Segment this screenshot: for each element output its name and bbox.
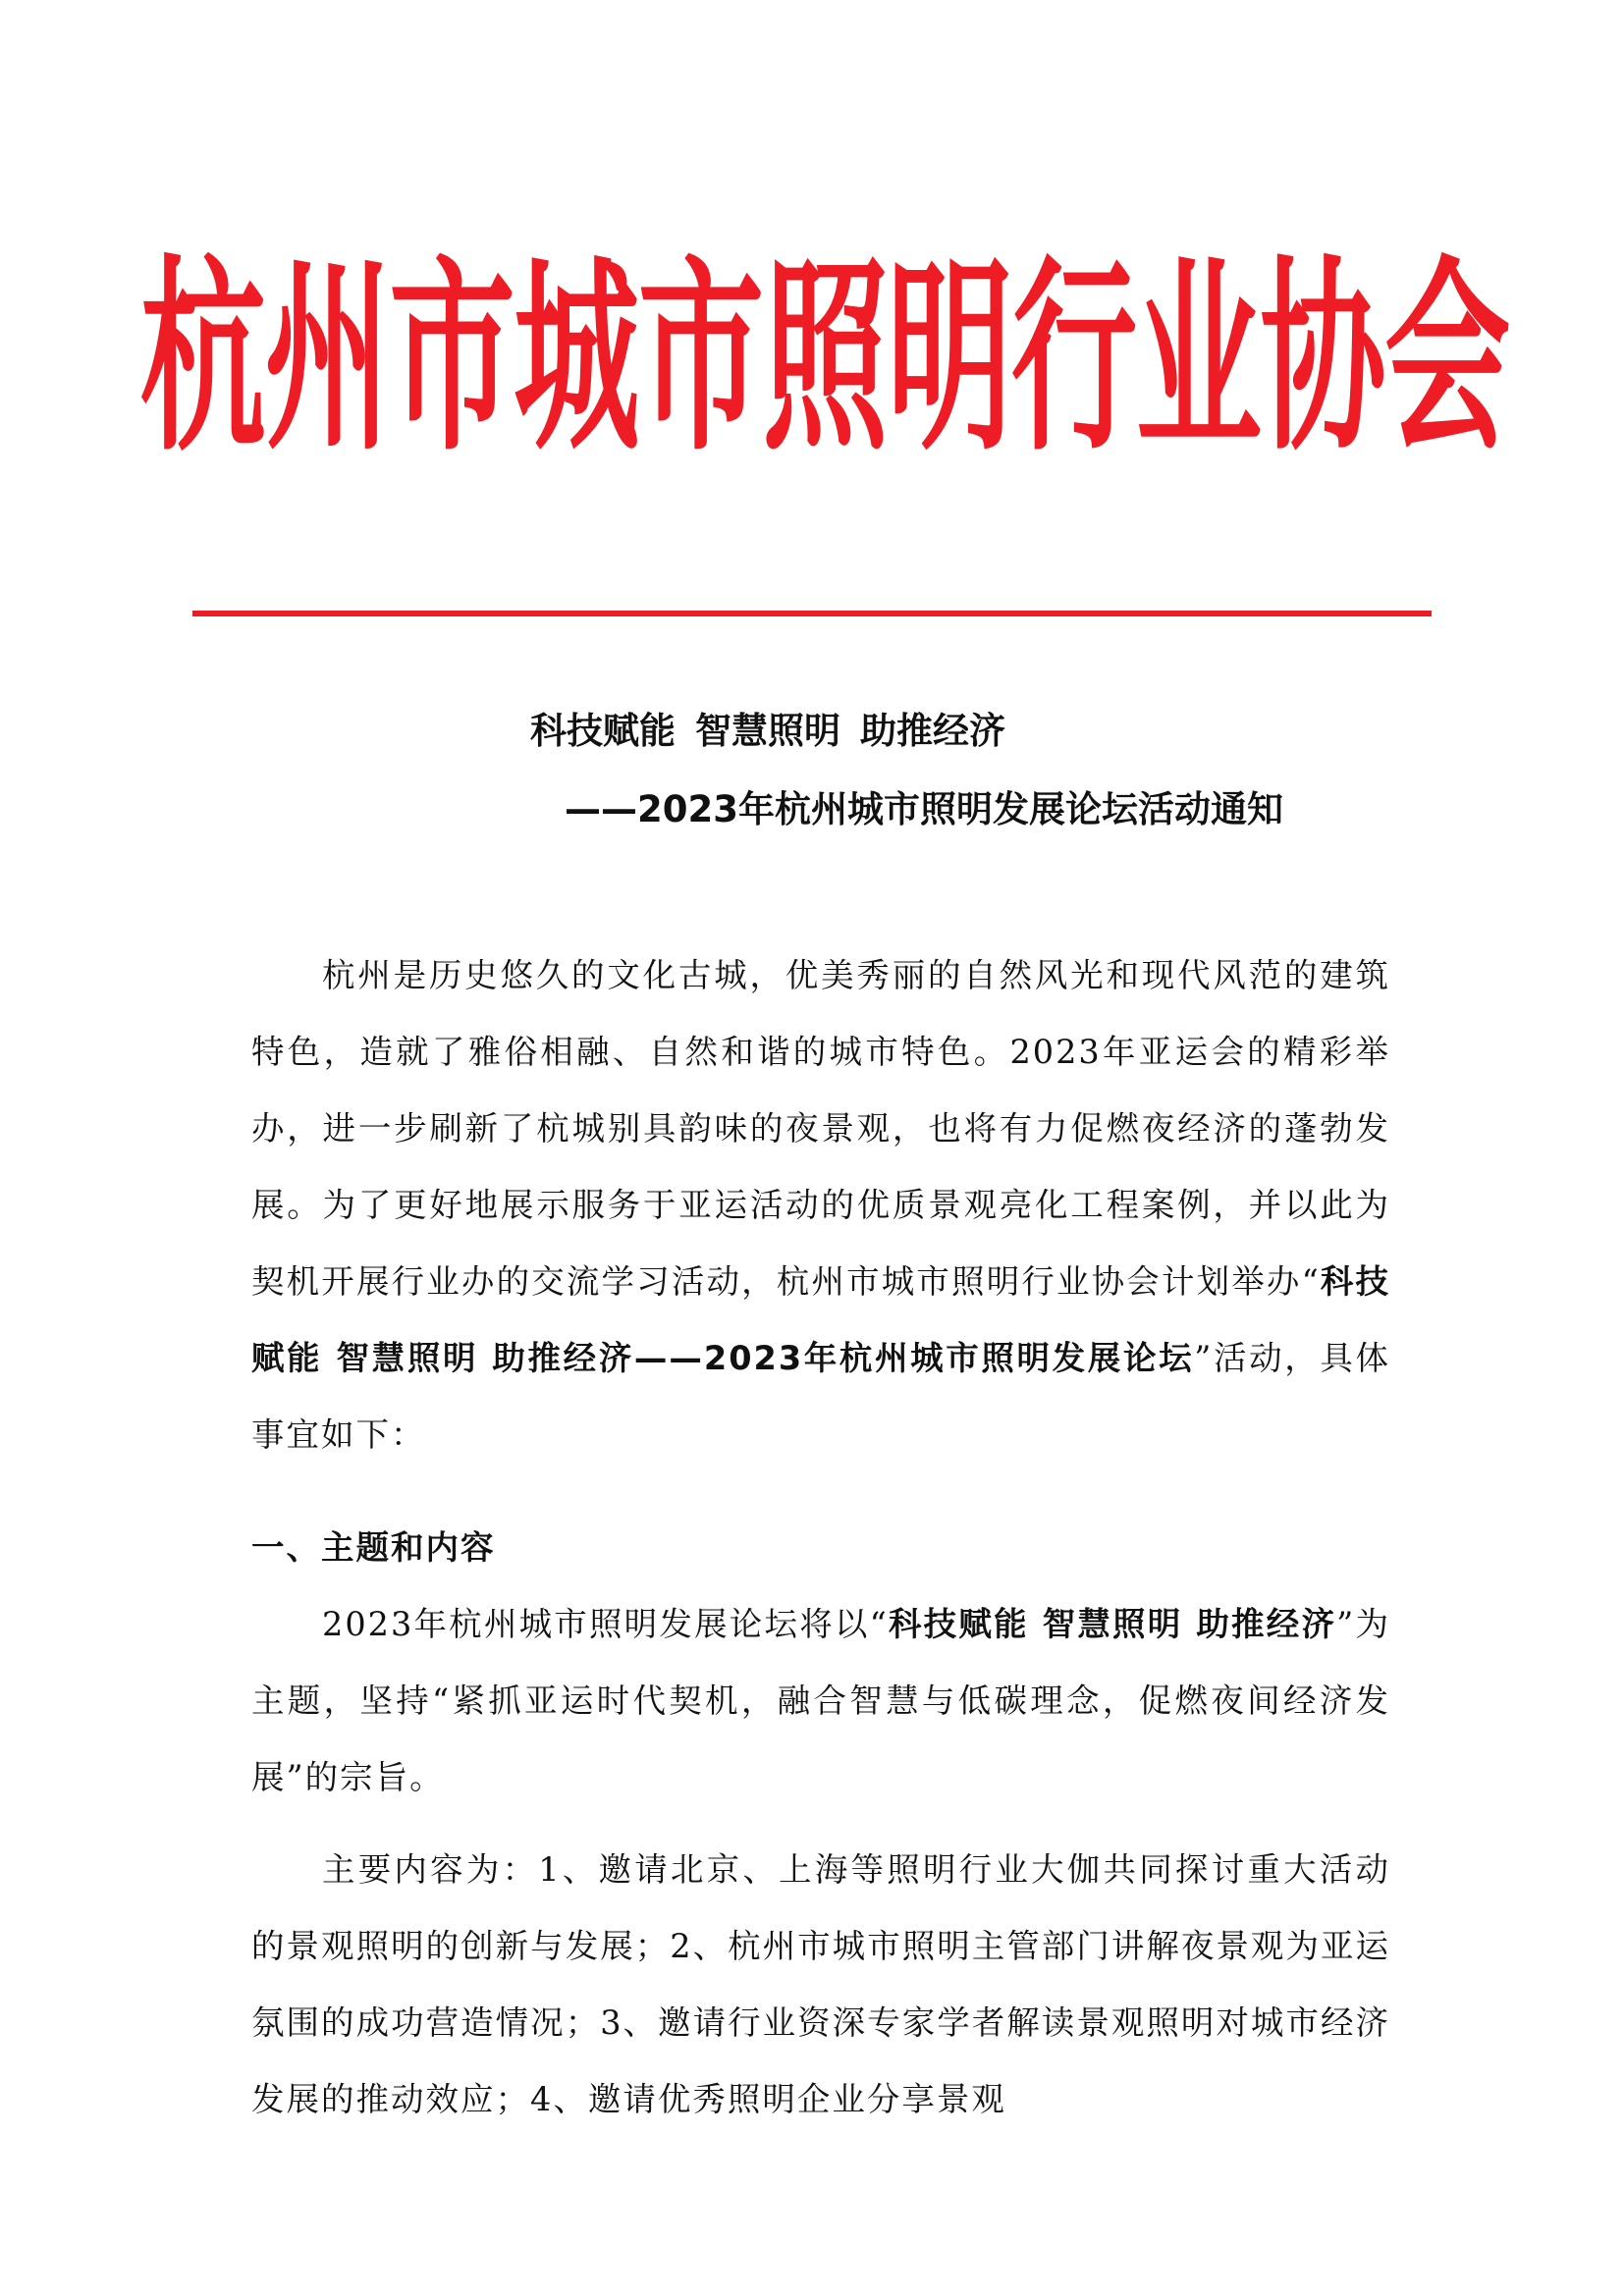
document-subtitle: ——2023年杭州城市照明发展论坛活动通知 [565, 788, 1283, 830]
theme-text-2: ”为主题，坚持“紧抓亚运时代契机，融合智慧与低碳理念，促燃夜间经济发展”的宗旨。 [251, 1605, 1390, 1796]
title-part-2: 智慧照明 [695, 710, 840, 752]
intro-text-1: 杭州是历史悠久的文化古城，优美秀丽的自然风光和现代风范的建筑特色，造就了雅俗相融、自然和谐的城市特色。2023年亚运会的精彩举办，进一步刷新了杭城别具韵味的夜景观，也将有力促燃夜经济的蓬勃发展。为了更好地展示服务于亚运活动的优质景观亮化工程案例，并以此为契机开展行业办的交流学习活动，杭州市城市照明行业协会计划举办“ [251, 956, 1390, 1301]
intro-paragraph [251, 937, 1390, 1473]
title-part-3: 助推经济 [860, 710, 1005, 752]
document-body [251, 937, 1390, 2138]
title-part-1: 科技赋能 [530, 710, 676, 752]
theme-paragraph [251, 1586, 1390, 1816]
theme-text-1: 2023年杭州城市照明发展论坛将以“ [322, 1605, 889, 1643]
org-name-text: 杭州市城市照明行业协会 [140, 237, 1509, 479]
intro-bold-event-name: 科技赋能 智慧照明 助推经济——2023年杭州城市照明发展论坛 [251, 1262, 1391, 1377]
section-heading-theme: 一、主题和内容 [251, 1528, 496, 1567]
content-paragraph: 主要内容为：1、邀请北京、上海等照明行业大伽共同探讨重大活动的景观照明的创新与发展；2、杭州市城市照明主管部门讲解夜景观为亚运氛围的成功营造情况；3、邀请行业资深专家学者解读景观照明对城市经济发展的推动效应；4、邀请优秀照明企业分享景观 [251, 1850, 1390, 2118]
theme-bold-slogan: 科技赋能 智慧照明 助推经济 [888, 1605, 1337, 1643]
letterhead-red-divider [192, 611, 1432, 616]
intro-text-2: ”活动，具体事宜如下： [251, 1339, 1390, 1454]
letterhead-org-name [140, 237, 1509, 479]
document-title [530, 707, 1005, 756]
